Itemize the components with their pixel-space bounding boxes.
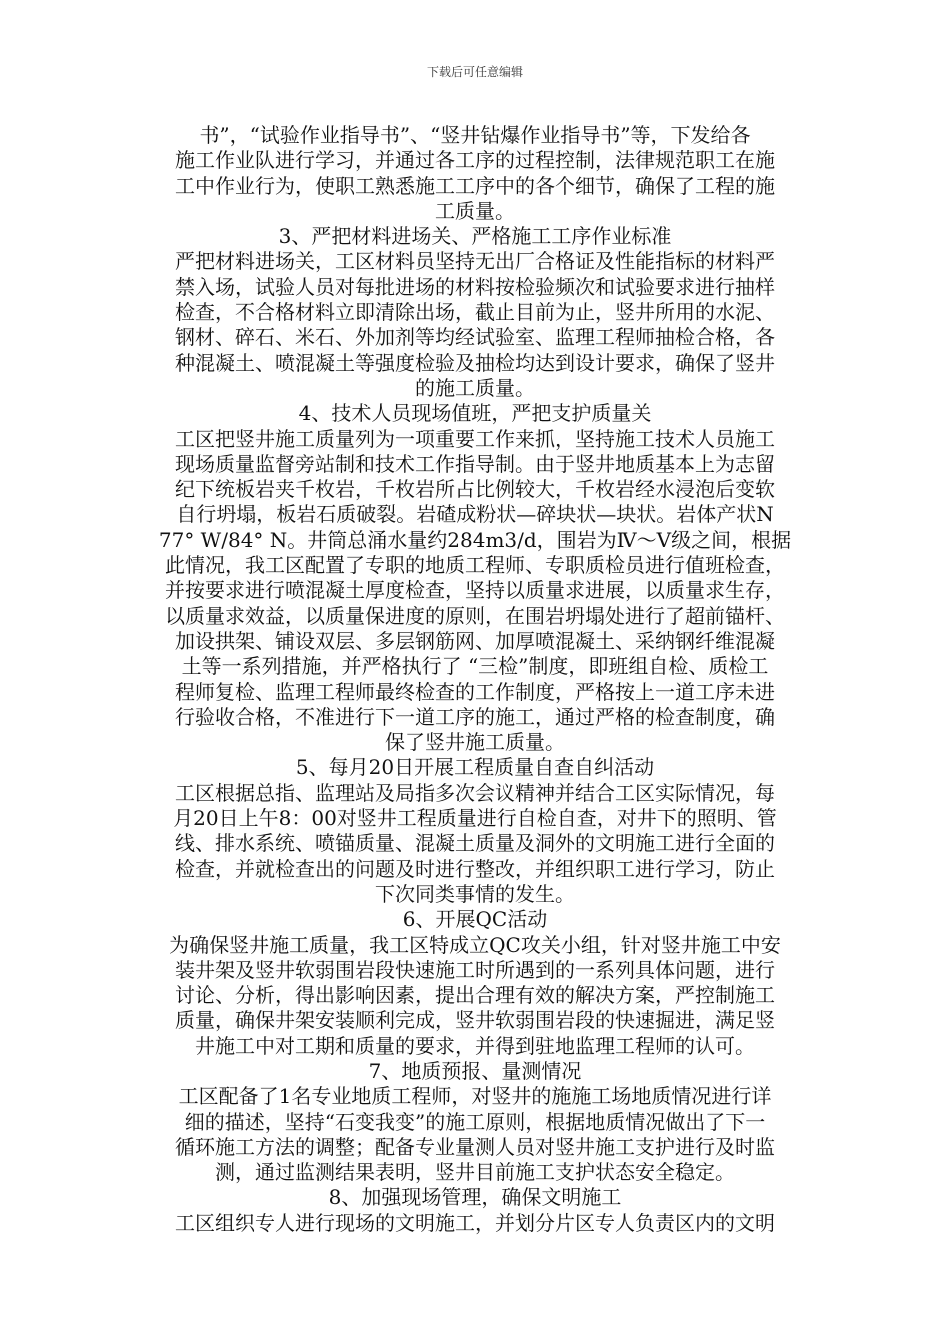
paragraph	[148, 1211, 802, 1236]
paragraph-line: 下次同类事情的发生。	[375, 881, 575, 906]
paragraph-line: 检查，不合格材料立即清除出场，截止目前为止，竖井所用的水泥、	[175, 300, 775, 325]
paragraph-line: 钢材、碎石、米石、外加剂等均经试验室、监理工程师抽检合格，各	[175, 325, 775, 350]
paragraph-line: 种混凝土、喷混凝土等强度检验及抽检均达到设计要求，确保了竖井	[175, 350, 775, 375]
paragraph	[148, 781, 802, 907]
paragraph-line: 的施工质量。	[415, 375, 535, 400]
paragraph-line: 加设拱架、铺设双层、多层钢筋网、加厚喷混凝土、采纳钢纤维混凝	[175, 628, 775, 653]
running-header: 下载后可任意编辑	[426, 65, 523, 79]
paragraph-line: 细的描述，坚持“石变我变”的施工原则，根据地质情况做出了下一	[184, 1109, 766, 1134]
section-heading: 7、地质预报、量测情况	[368, 1058, 582, 1083]
paragraph-line: 线、排水系统、喷锚质量、混凝土质量及洞外的文明施工进行全面的	[175, 831, 775, 856]
paragraph-line: 工区根据总指、监理站及局指多次会议精神并结合工区实际情况，每	[175, 780, 775, 805]
paragraph-line: 程师复检、监理工程师最终检查的工作制度，严格按上一道工序未进	[175, 679, 775, 704]
paragraph-line: 自行坍塌，板岩石质破裂。岩碴成粉状—碎块状—块状。岩体产状N	[176, 502, 774, 527]
paragraph-line: 现场质量监督旁站制和技术工作指导制。由于竖井地质基本上为志留	[175, 451, 775, 476]
section-heading: 6、开展QC活动	[402, 907, 548, 932]
paragraph-line: 工区配备了1名专业地质工程师，对竖井的施施工场地质情况进行详	[178, 1084, 772, 1109]
section-heading: 8、加强现场管理，确保文明施工	[328, 1185, 622, 1210]
paragraph	[148, 123, 802, 224]
paragraph-line: 行验收合格，不准进行下一道工序的施工，通过严格的检查制度，确	[175, 704, 775, 729]
paragraph-line: 质量，确保井架安装顺利完成，竖井软弱围岩段的快速掘进，满足竖	[175, 1008, 775, 1033]
paragraph-line: 测，通过监测结果表明，竖井目前施工支护状态安全稳定。	[215, 1160, 735, 1185]
paragraph-line: 书”，“试验作业指导书”、“竖井钻爆作业指导书”等，下发给各	[199, 123, 751, 147]
paragraph-line: 为确保竖井施工质量，我工区特成立QC攻关小组，针对竖井施工中安	[169, 932, 781, 957]
section-heading: 3、严把材料进场关、严格施工工序作业标准	[278, 224, 672, 249]
paragraph-line: 以质量求效益，以质量保进度的原则，在围岩坍塌处进行了超前锚杆、	[165, 603, 785, 628]
paragraph-line: 井施工中对工期和质量的要求，并得到驻地监理工程师的认可。	[195, 1033, 755, 1058]
document-body	[148, 123, 802, 1236]
paragraph-line: 工中作业行为，使职工熟悉施工工序中的各个细节，确保了工程的施	[175, 173, 775, 198]
paragraph-line: 讨论、分析，得出影响因素，提出合理有效的解决方案，严控制施工	[175, 983, 775, 1008]
paragraph-line: 纪下统板岩夹千枚岩，千枚岩所占比例较大，千枚岩经水浸泡后变软	[175, 477, 775, 502]
paragraph-line: 保了竖井施工质量。	[385, 730, 565, 755]
paragraph-line: 循环施工方法的调整；配备专业量测人员对竖井施工支护进行及时监	[175, 1134, 775, 1159]
paragraph-line: 工质量。	[435, 198, 515, 223]
paragraph-line: 严把材料进场关，工区材料员坚持无出厂合格证及性能指标的材料严	[175, 249, 775, 274]
paragraph-line: 禁入场，试验人员对每批进场的材料按检验频次和试验要求进行抽样	[175, 274, 775, 299]
section-heading: 4、技术人员现场值班，严把支护质量关	[298, 401, 652, 426]
paragraph-line: 检查，并就检查出的问题及时进行整改，并组织职工进行学习，防止	[175, 856, 775, 881]
paragraph	[148, 1084, 802, 1185]
section-heading: 5、每月20日开展工程质量自查自纠活动	[295, 755, 655, 780]
paragraph-line: 施工作业队进行学习，并通过各工序的过程控制，法律规范职工在施	[175, 148, 775, 173]
paragraph-line: 工区组织专人进行现场的文明施工，并划分片区专人负责区内的文明	[175, 1210, 775, 1235]
paragraph	[148, 933, 802, 1059]
paragraph	[148, 249, 802, 401]
paragraph-line: 装井架及竖井软弱围岩段快速施工时所遇到的一系列具体问题，进行	[175, 957, 775, 982]
paragraph-line: 此情况，我工区配置了专职的地质工程师、专职质检员进行值班检查，	[165, 553, 785, 578]
paragraph-line: 77° W/84° N。井筒总涌水量约284m3/d，围岩为Ⅳ～Ⅴ级之间，根据	[158, 527, 792, 552]
paragraph	[148, 427, 802, 756]
paragraph-line: 月20日上午8：00对竖井工程质量进行自检自查，对井下的照明、管	[173, 806, 777, 831]
paragraph-line: 工区把竖井施工质量列为一项重要工作来抓，坚持施工技术人员施工	[175, 426, 775, 451]
paragraph-line: 土等一系列措施，并严格执行了 “三检”制度，即班组自检、质检工	[181, 654, 769, 679]
paragraph-line: 并按要求进行喷混凝土厚度检查，坚持以质量求进展，以质量求生存，	[165, 578, 785, 603]
